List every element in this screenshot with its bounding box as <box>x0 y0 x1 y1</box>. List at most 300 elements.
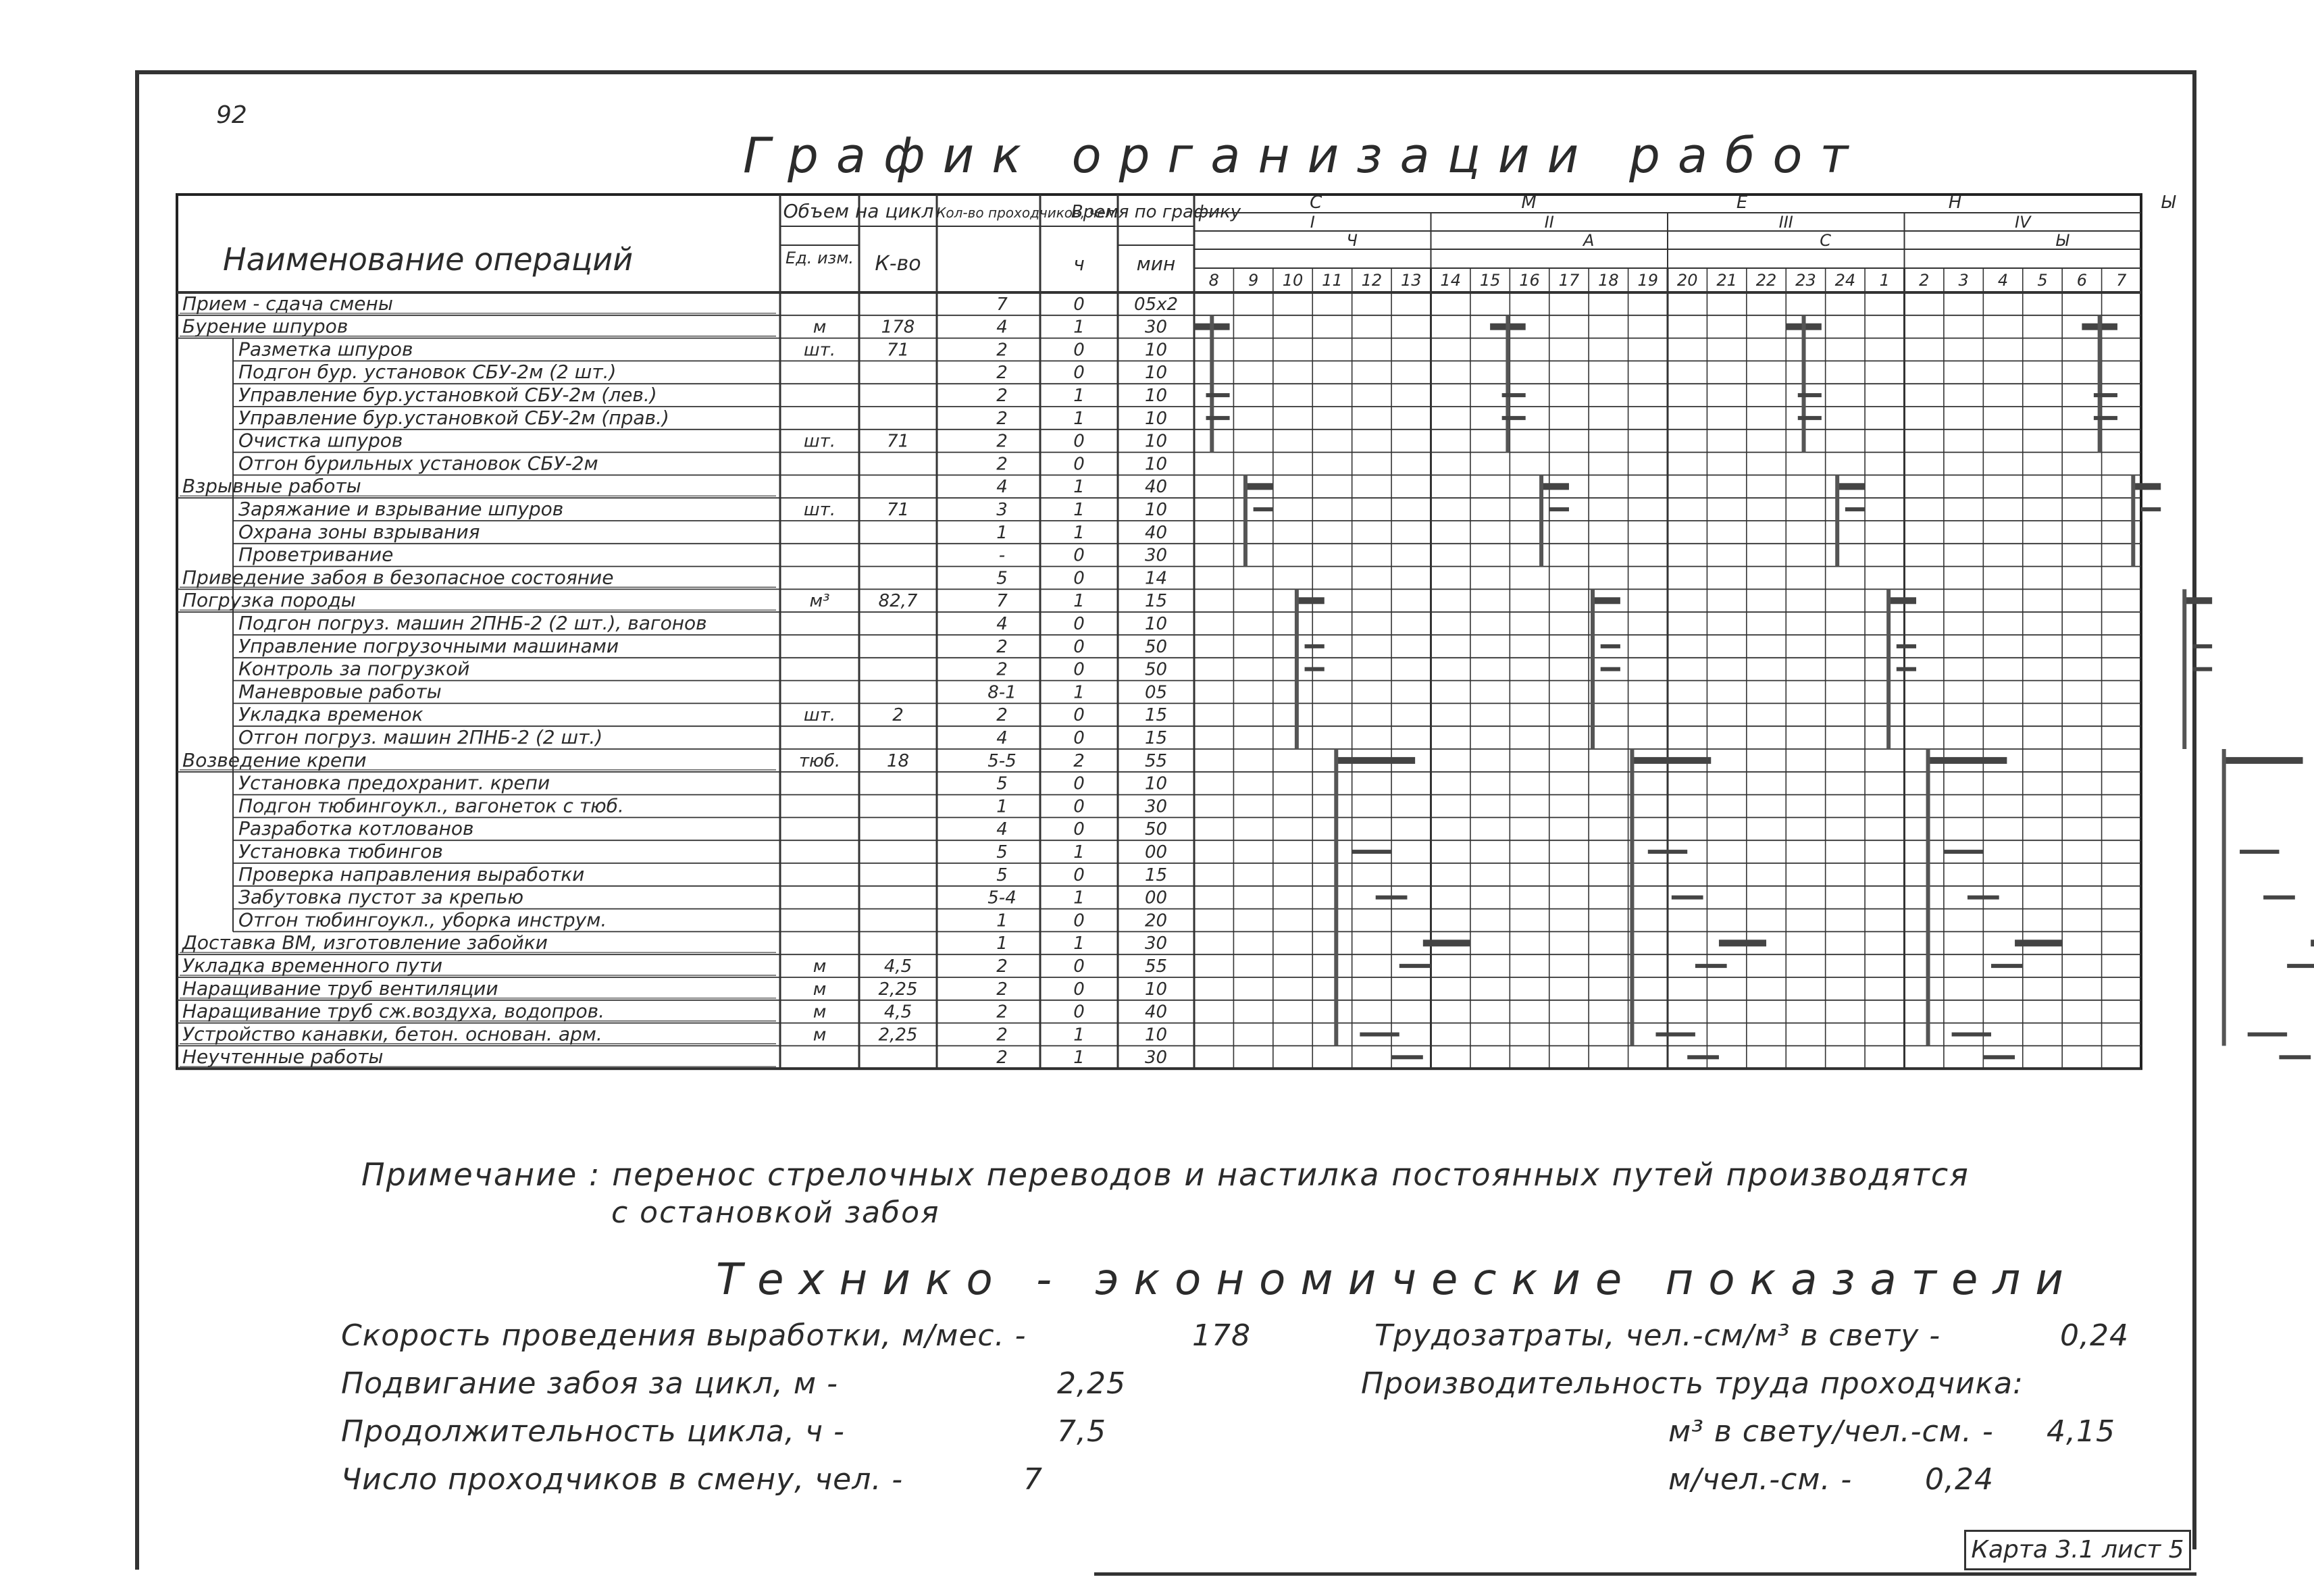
blasting-bar <box>1541 483 1569 490</box>
row-minutes: 10 <box>1144 1025 1168 1046</box>
indicator-right-1 <box>1361 1366 2024 1401</box>
day-letter: С <box>1820 231 1832 250</box>
hour-label: 21 <box>1716 271 1737 290</box>
row-minutes: 30 <box>1144 796 1168 817</box>
indicator-label: Скорость проведения выработки, м/мес. - <box>341 1318 1027 1353</box>
row-operation-name: Отгон бурильных установок СБУ-2м <box>238 452 598 475</box>
row-hours: 1 <box>1073 682 1085 703</box>
indicator-value: 7,5 <box>1057 1414 1106 1449</box>
row-unit: шт. <box>803 431 836 452</box>
row-workers: 2 <box>996 1048 1008 1069</box>
shift-letter: Ы <box>2161 192 2176 213</box>
loading-bar <box>1593 597 1620 604</box>
row-operation-name: Разработка котлованов <box>238 817 474 840</box>
row-workers: 1 <box>996 933 1008 954</box>
header-unit: Ед. изм. <box>785 249 854 267</box>
row-operation-name: Подгон бур. установок СБУ-2м (2 шт.) <box>238 361 617 384</box>
row-operation-name: Возведение крепи <box>182 748 367 771</box>
drill-left-bar <box>1798 393 1822 397</box>
schedule-link <box>1539 475 1543 566</box>
ditch-bar <box>1655 1033 1695 1037</box>
indicator-right-2 <box>1668 1414 2115 1449</box>
shift-number: II <box>1544 213 1554 232</box>
schedule-link <box>1802 315 1806 453</box>
schedule-link <box>1210 315 1214 453</box>
shift-number: III <box>1778 213 1793 232</box>
row-workers: 7 <box>996 591 1008 612</box>
indicator-left-0 <box>341 1318 1251 1353</box>
shift-letter: Е <box>1736 192 1748 213</box>
row-hours: 0 <box>1073 568 1085 589</box>
row-qty: 2,25 <box>878 1025 918 1046</box>
header-workers: Кол-во проходчиков, чел. <box>936 205 1119 221</box>
drill-right-bar <box>1206 416 1230 420</box>
row-operation-name: Бурение шпуров <box>182 315 349 338</box>
row-minutes: 10 <box>1144 614 1168 634</box>
row-workers: 7 <box>996 294 1008 315</box>
row-minutes: 15 <box>1144 591 1168 612</box>
indicator-label: Число проходчиков в смену, чел. - <box>341 1462 904 1497</box>
schedule-link <box>1334 749 1338 1046</box>
schedule-link <box>2098 315 2102 453</box>
row-workers: 5 <box>996 865 1008 885</box>
row-qty: 178 <box>881 317 915 338</box>
row-minutes: 30 <box>1144 317 1168 338</box>
row-minutes: 10 <box>1144 386 1168 406</box>
row-unit: м <box>813 979 827 1000</box>
hour-label: 16 <box>1519 271 1540 290</box>
indicator-value: 178 <box>1192 1318 1251 1353</box>
control-bar <box>1305 667 1325 671</box>
schedule-link <box>1886 589 1891 749</box>
row-operation-name: Подгон тюбингоукл., вагонеток с тюб. <box>238 794 624 817</box>
segments-bar <box>1648 850 1687 854</box>
hour-label: 5 <box>2037 271 2048 290</box>
row-workers: 5-5 <box>987 750 1017 771</box>
row-hours: 1 <box>1073 887 1085 908</box>
row-minutes: 50 <box>1144 819 1168 840</box>
row-hours: 1 <box>1073 522 1085 543</box>
hour-label: 18 <box>1598 271 1619 290</box>
backfill-bar <box>1376 896 1408 900</box>
row-qty: 4,5 <box>883 956 912 977</box>
row-workers: - <box>998 545 1006 566</box>
blasting-bar <box>2133 483 2161 490</box>
hour-label: 10 <box>1282 271 1304 290</box>
ditch-bar <box>1360 1033 1399 1037</box>
indicator-label: м/чел.-см. - <box>1668 1462 1853 1497</box>
indicator-label: м³ в свету/чел.-см. - <box>1668 1414 1994 1449</box>
track-bar <box>2287 964 2314 968</box>
row-operation-name: Установка предохранит. крепи <box>238 771 550 794</box>
row-workers: 2 <box>996 636 1008 657</box>
row-workers: 1 <box>996 796 1008 817</box>
row-minutes: 30 <box>1144 545 1168 566</box>
charging-bar <box>1254 507 1273 511</box>
row-operation-name: Наращивание труб вентиляции <box>182 977 498 1000</box>
row-unit: м <box>813 317 827 338</box>
row-hours: 1 <box>1073 317 1085 338</box>
row-operation-name: Подгон погруз. машин 2ПНБ-2 (2 шт.), вагонов <box>238 612 707 634</box>
row-unit: м³ <box>809 591 830 612</box>
segments-bar <box>1352 850 1391 854</box>
row-hours: 1 <box>1073 408 1085 429</box>
row-operation-name: Укладка временного пути <box>182 954 443 977</box>
loading-bar <box>1297 597 1325 604</box>
hour-label: 17 <box>1558 271 1580 290</box>
row-hours: 0 <box>1073 294 1085 315</box>
header-operation: Наименование операций <box>223 241 634 278</box>
row-minutes: 15 <box>1144 705 1168 726</box>
header-hours: ч <box>1073 253 1085 275</box>
drill-left-bar <box>2094 393 2117 397</box>
row-operation-name: Наращивание труб сж.воздуха, водопров. <box>182 1000 605 1023</box>
row-hours: 1 <box>1073 1048 1085 1069</box>
row-qty: 2 <box>892 705 904 726</box>
drill-right-bar <box>1798 416 1822 420</box>
row-operation-name: Охрана зоны взрывания <box>238 520 480 543</box>
hour-label: 24 <box>1834 271 1856 290</box>
row-qty: 82,7 <box>878 591 918 612</box>
row-operation-name: Доставка ВМ, изготовление забойки <box>182 931 548 954</box>
row-operation-name: Неучтенные работы <box>182 1046 384 1069</box>
row-workers: 4 <box>996 614 1008 634</box>
indicator-value: 7 <box>1023 1462 1043 1497</box>
row-minutes: 40 <box>1144 522 1168 543</box>
lining-bar <box>1928 757 2007 764</box>
row-minutes: 00 <box>1144 887 1168 908</box>
header-qty: К-во <box>875 252 921 276</box>
explosives-bar <box>1423 939 1470 946</box>
loader-bar <box>1897 644 1916 648</box>
ditch-bar <box>1952 1033 1991 1037</box>
row-hours: 0 <box>1073 796 1085 817</box>
unaccounted-bar <box>1983 1055 2015 1059</box>
row-workers: 2 <box>996 956 1008 977</box>
row-unit: шт. <box>803 705 836 726</box>
row-hours: 0 <box>1073 431 1085 452</box>
indicator-label: Производительность труда проходчика: <box>1361 1366 2024 1401</box>
schedule-link <box>2222 749 2226 1046</box>
unaccounted-bar <box>2279 1055 2311 1059</box>
row-hours: 0 <box>1073 773 1085 794</box>
row-minutes: 55 <box>1144 956 1168 977</box>
row-minutes: 50 <box>1144 636 1168 657</box>
row-hours: 0 <box>1073 865 1085 885</box>
schedule-link <box>1295 589 1299 749</box>
row-hours: 0 <box>1073 636 1085 657</box>
row-hours: 0 <box>1073 659 1085 680</box>
hour-label: 13 <box>1401 271 1422 290</box>
row-hours: 0 <box>1073 979 1085 1000</box>
lining-bar <box>1336 757 1415 764</box>
segments-bar <box>1944 850 1983 854</box>
row-operation-name: Проверка направления выработки <box>238 863 585 885</box>
drill-right-bar <box>1502 416 1526 420</box>
row-operation-name: Проветривание <box>238 543 394 566</box>
indicator-value: 4,15 <box>2047 1414 2115 1449</box>
hour-label: 6 <box>2076 271 2088 290</box>
shift-number: IV <box>2015 213 2031 232</box>
schedule-link <box>1630 749 1634 1046</box>
row-minutes: 15 <box>1144 865 1168 885</box>
row-minutes: 00 <box>1144 842 1168 863</box>
row-hours: 0 <box>1073 705 1085 726</box>
row-minutes: 10 <box>1144 454 1168 475</box>
row-operation-name: Контроль за погрузкой <box>238 657 470 680</box>
drill-left-bar <box>1502 393 1526 397</box>
indicator-right-3 <box>1668 1462 1994 1497</box>
drill-left-bar <box>1206 393 1230 397</box>
row-hours: 0 <box>1073 340 1085 361</box>
charging-bar <box>2141 507 2161 511</box>
row-minutes: 10 <box>1144 773 1168 794</box>
row-workers: 5 <box>996 568 1008 589</box>
day-letter: А <box>1583 231 1595 250</box>
row-workers: 2 <box>996 431 1008 452</box>
hour-label: 2 <box>1919 271 1930 290</box>
row-workers: 2 <box>996 659 1008 680</box>
row-workers: 8-1 <box>987 682 1017 703</box>
row-hours: 0 <box>1073 545 1085 566</box>
schedule-link <box>1506 315 1510 453</box>
row-minutes: 10 <box>1144 408 1168 429</box>
page-title: График организации работ <box>743 127 1866 184</box>
schedule-link <box>1591 589 1595 749</box>
row-minutes: 15 <box>1144 728 1168 748</box>
row-workers: 4 <box>996 477 1008 498</box>
row-workers: 4 <box>996 728 1008 748</box>
row-unit: м <box>813 1002 827 1023</box>
row-operation-name: Управление бур.установкой СБУ-2м (лев.) <box>238 384 657 406</box>
row-operation-name: Управление погрузочными машинами <box>238 634 619 657</box>
page-number: 92 <box>216 101 247 129</box>
header-volume: Объем на цикл <box>783 200 934 222</box>
row-workers: 1 <box>996 910 1008 931</box>
row-hours: 0 <box>1073 614 1085 634</box>
row-workers: 2 <box>996 454 1008 475</box>
schedule-link <box>2182 589 2186 749</box>
indicator-right-0 <box>1374 1318 2129 1353</box>
shift-letter: С <box>1310 192 1322 213</box>
loader-bar <box>2192 644 2212 648</box>
row-minutes: 10 <box>1144 340 1168 361</box>
row-operation-name: Забутовка пустот за крепью <box>238 885 524 908</box>
row-workers: 2 <box>996 705 1008 726</box>
row-minutes: 30 <box>1144 1048 1168 1069</box>
shift-letter: М <box>1521 192 1537 213</box>
row-minutes: 40 <box>1144 1002 1168 1023</box>
hour-label: 20 <box>1676 271 1698 290</box>
indicator-left-2 <box>341 1414 1106 1449</box>
note-line-1: Примечание : перенос стрелочных переводов и настилка постоянных путей производятся <box>361 1156 1970 1193</box>
loading-bar <box>1888 597 1916 604</box>
row-minutes: 10 <box>1144 979 1168 1000</box>
row-operation-name: Маневровые работы <box>238 680 442 703</box>
row-hours: 0 <box>1073 1002 1085 1023</box>
row-hours: 1 <box>1073 842 1085 863</box>
row-minutes: 05х2 <box>1133 294 1179 315</box>
row-workers: 2 <box>996 363 1008 384</box>
row-operation-name: Разметка шпуров <box>238 338 413 361</box>
explosives-bar <box>1719 939 1766 946</box>
row-minutes: 40 <box>1144 477 1168 498</box>
drill-right-bar <box>2094 416 2117 420</box>
unaccounted-bar <box>1687 1055 1719 1059</box>
indicator-label: Продолжительность цикла, ч - <box>341 1414 845 1449</box>
row-minutes: 14 <box>1144 568 1168 589</box>
hour-label: 15 <box>1479 271 1501 290</box>
indicator-value: 0,24 <box>2060 1318 2129 1353</box>
indicators-title: Технико - экономические показатели <box>716 1255 2078 1305</box>
loading-bar <box>2184 597 2212 604</box>
hour-label: 11 <box>1322 271 1343 290</box>
row-workers: 2 <box>996 386 1008 406</box>
hour-label: 12 <box>1361 271 1383 290</box>
schedule-link <box>2131 475 2135 566</box>
backfill-bar <box>1672 896 1703 900</box>
row-hours: 0 <box>1073 363 1085 384</box>
row-unit: м <box>813 1025 827 1046</box>
blasting-bar <box>1245 483 1273 490</box>
row-unit: тюб. <box>798 750 841 771</box>
hour-label: 14 <box>1440 271 1461 290</box>
lining-bar <box>1632 757 1711 764</box>
row-workers: 5 <box>996 842 1008 863</box>
day-letter: Ы <box>2055 231 2069 250</box>
row-hours: 1 <box>1073 1025 1085 1046</box>
indicator-left-1 <box>341 1366 1126 1401</box>
indicator-label: Трудозатраты, чел.-см/м³ в свету - <box>1374 1318 1941 1353</box>
row-hours: 1 <box>1073 933 1085 954</box>
schedule-link <box>1835 475 1839 566</box>
loader-bar <box>1305 644 1325 648</box>
row-hours: 2 <box>1073 750 1085 771</box>
hour-label: 22 <box>1755 271 1777 290</box>
row-hours: 0 <box>1073 728 1085 748</box>
backfill-bar <box>2263 896 2295 900</box>
row-hours: 1 <box>1073 386 1085 406</box>
hour-label: 3 <box>1958 271 1969 290</box>
hour-label: 9 <box>1248 271 1259 290</box>
row-operation-name: Прием - сдача смены <box>182 292 393 315</box>
row-workers: 5 <box>996 773 1008 794</box>
track-bar <box>1991 964 2023 968</box>
indicator-value: 2,25 <box>1057 1366 1126 1401</box>
schedule-link <box>1243 475 1248 566</box>
charging-bar <box>1549 507 1569 511</box>
hour-label: 7 <box>2116 271 2127 290</box>
indicator-label: Подвигание забоя за цикл, м - <box>341 1366 838 1401</box>
row-workers: 2 <box>996 340 1008 361</box>
row-operation-name: Отгон погруз. машин 2ПНБ-2 (2 шт.) <box>238 726 603 748</box>
explosives-bar <box>2311 939 2314 946</box>
hour-label: 23 <box>1795 271 1816 290</box>
hour-label: 1 <box>1879 271 1890 290</box>
blasting-bar <box>1837 483 1865 490</box>
ditch-bar <box>2248 1033 2287 1037</box>
header-minutes: мин <box>1136 253 1176 275</box>
row-operation-name: Заряжание и взрывание шпуров <box>238 498 564 520</box>
row-operation-name: Укладка временок <box>238 703 423 726</box>
note-line-2: с остановкой забоя <box>611 1195 940 1230</box>
row-hours: 0 <box>1073 454 1085 475</box>
row-operation-name: Очистка шпуров <box>238 429 403 452</box>
track-bar <box>1695 964 1727 968</box>
row-unit: шт. <box>803 340 836 361</box>
row-qty: 18 <box>886 750 910 771</box>
schedule-link <box>1926 749 1930 1046</box>
row-hours: 1 <box>1073 477 1085 498</box>
row-workers: 4 <box>996 819 1008 840</box>
sheet-stamp: Карта 3.1 лист 5 <box>1964 1530 2191 1570</box>
backfill-bar <box>1968 896 1999 900</box>
row-workers: 2 <box>996 1025 1008 1046</box>
row-operation-name: Устройство канавки, бетон. основан. арм. <box>182 1023 602 1046</box>
row-hours: 0 <box>1073 819 1085 840</box>
row-hours: 1 <box>1073 500 1085 520</box>
row-minutes: 20 <box>1144 910 1168 931</box>
unaccounted-bar <box>1391 1055 1423 1059</box>
day-letter: Ч <box>1346 231 1358 250</box>
track-bar <box>1399 964 1431 968</box>
row-workers: 2 <box>996 979 1008 1000</box>
row-hours: 0 <box>1073 910 1085 931</box>
row-minutes: 50 <box>1144 659 1168 680</box>
shift-letter: Н <box>1948 192 1962 213</box>
row-qty: 4,5 <box>883 1002 912 1023</box>
row-operation-name: Взрывные работы <box>182 475 361 498</box>
control-bar <box>1601 667 1620 671</box>
row-workers: 2 <box>996 408 1008 429</box>
lining-bar <box>2224 757 2303 764</box>
charging-bar <box>1845 507 1865 511</box>
hour-label: 4 <box>1997 271 2009 290</box>
segments-bar <box>2240 850 2279 854</box>
row-qty: 71 <box>886 340 910 361</box>
row-qty: 2,25 <box>878 979 918 1000</box>
row-qty: 71 <box>886 500 910 520</box>
control-bar <box>1897 667 1916 671</box>
row-minutes: 10 <box>1144 500 1168 520</box>
indicator-value: 0,24 <box>1925 1462 1994 1497</box>
row-qty: 71 <box>886 431 910 452</box>
hour-label: 8 <box>1208 271 1219 290</box>
row-workers: 1 <box>996 522 1008 543</box>
row-unit: шт. <box>803 500 836 520</box>
row-hours: 1 <box>1073 591 1085 612</box>
row-operation-name: Приведение забоя в безопасное состояние <box>182 566 614 589</box>
row-minutes: 55 <box>1144 750 1168 771</box>
row-operation-name: Управление бур.установкой СБУ-2м (прав.) <box>238 406 669 429</box>
row-workers: 3 <box>996 500 1008 520</box>
row-unit: м <box>813 956 827 977</box>
row-operation-name: Погрузка породы <box>182 589 356 612</box>
row-workers: 4 <box>996 317 1008 338</box>
row-workers: 2 <box>996 1002 1008 1023</box>
row-workers: 5-4 <box>987 887 1017 908</box>
loader-bar <box>1601 644 1620 648</box>
row-hours: 0 <box>1073 956 1085 977</box>
indicator-left-3 <box>341 1462 1043 1497</box>
row-operation-name: Отгон тюбингоукл., уборка инструм. <box>238 908 607 931</box>
header-time: Время по графику <box>1071 202 1241 222</box>
row-minutes: 10 <box>1144 431 1168 452</box>
row-minutes: 05 <box>1144 682 1168 703</box>
hour-label: 19 <box>1637 271 1659 290</box>
control-bar <box>2192 667 2212 671</box>
row-minutes: 10 <box>1144 363 1168 384</box>
